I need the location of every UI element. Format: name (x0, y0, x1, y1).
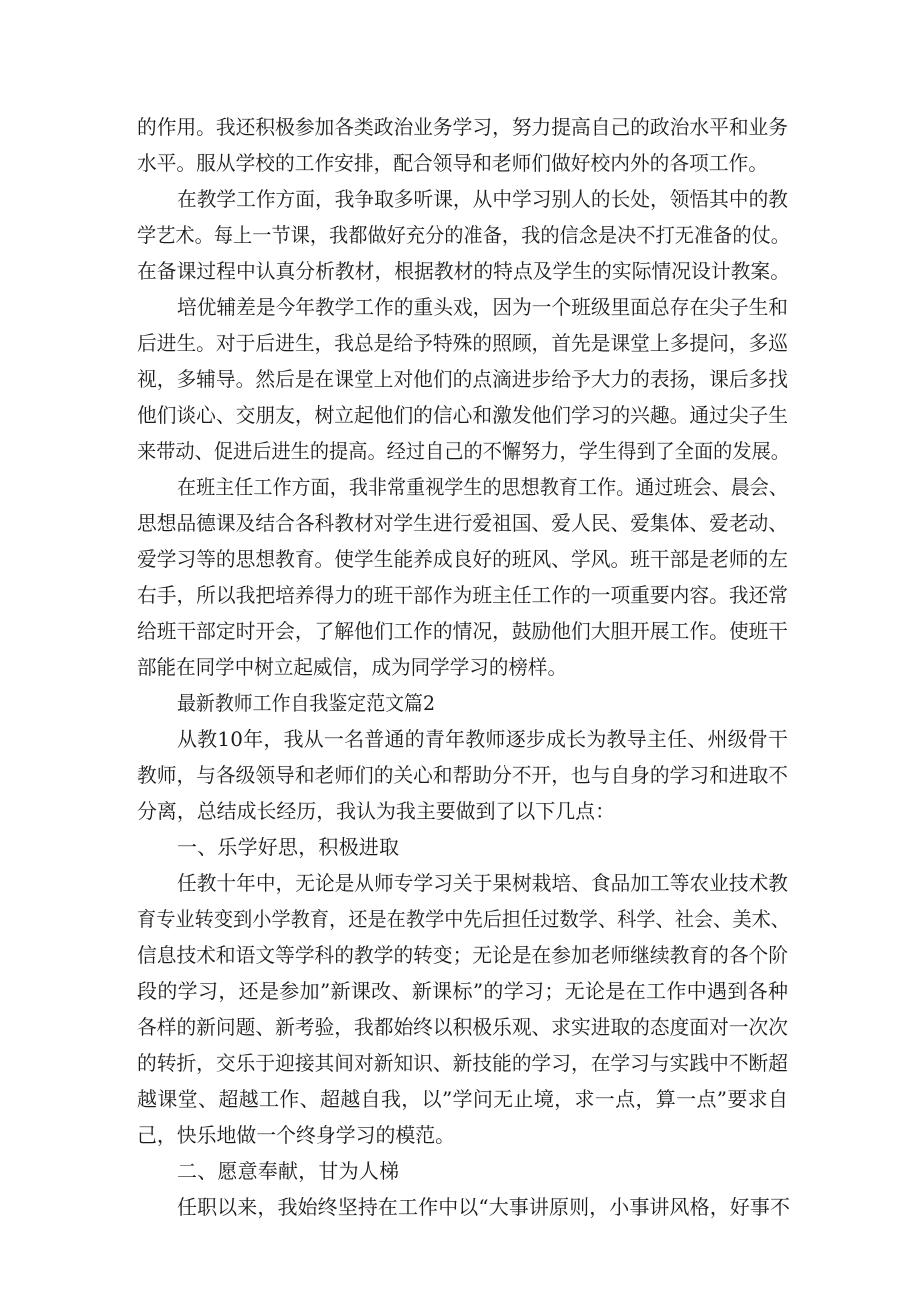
text-line (0, 107, 920, 147)
line-text: 在教学工作方面，我争取多听课，从中学习别人的长处，领悟其中的教 (177, 187, 788, 211)
line-text: 从教10年，我从一名普通的青年教师逐步成长为教导主任、州级骨干 (177, 727, 789, 751)
text-line (0, 323, 920, 363)
text-line (0, 395, 920, 435)
line-text: 育专业转变到小学教育，还是在教学中先后担任过数学、科学、社会、美术、 (137, 907, 790, 931)
line-text: 二、愿意奉献，甘为人梯 (177, 1159, 400, 1183)
line-text: 部能在同学中树立起威信，成为同学学习的榜样。 (137, 655, 567, 679)
text-line (0, 755, 920, 795)
line-text: 右手，所以我把培养得力的班干部作为班主任工作的一项重要内容。我还常 (137, 583, 788, 607)
paragraph-first-line (0, 467, 920, 507)
paragraph-first-line (0, 1187, 920, 1227)
text-line (0, 1043, 920, 1083)
line-text: 来带动、促进后进生的提高。经过自己的不懈努力，学生得到了全面的发展。 (137, 439, 790, 463)
line-text: 分离，总结成长经历，我认为我主要做到了以下几点： (137, 799, 615, 823)
text-line (0, 359, 920, 399)
sub-heading (0, 827, 920, 867)
line-text: 信息技术和语文等学科的教学的转变；无论是在参加老师继续教育的各个阶 (137, 943, 788, 967)
line-text: 思想品德课及结合各科教材对学生进行爱祖国、爱人民、爱集体、爱老动、 (137, 511, 788, 535)
line-text: 的作用。我还积极参加各类政治业务学习，努力提高自己的政治水平和业务 (137, 115, 788, 139)
line-text: 教师，与各级领导和老师们的关心和帮助分不开，也与自身的学习和进取不 (137, 763, 788, 787)
text-line (0, 539, 920, 579)
line-text: 后进生。对于后进生，我总是给予特殊的照顾，首先是课堂上多提问，多巡 (137, 331, 788, 355)
sub-heading (0, 1151, 920, 1191)
line-text: 爱学习等的思想教育。使学生能养成良好的班风、学风。班干部是老师的左 (137, 547, 788, 571)
line-text: 水平。服从学校的工作安排，配合领导和老师们做好校内外的各项工作。 (137, 151, 768, 175)
paragraph-first-line (0, 179, 920, 219)
line-text: 各样的新问题、新考验，我都始终以积极乐观、求实进取的态度面对一次次 (137, 1015, 788, 1039)
line-text: 段的学习，还是参加”新课改、新课标”的学习；无论是在工作中遇到各种 (137, 979, 789, 1003)
text-line (0, 647, 920, 687)
line-text: 在备课过程中认真分析教材，根据教材的特点及学生的实际情况设计教案。 (137, 259, 790, 283)
text-line (0, 611, 920, 651)
line-text: 的转折，交乐于迎接其间对新知识、新技能的学习，在学习与实践中不断超 (137, 1051, 788, 1075)
text-line (0, 431, 920, 471)
text-line (0, 1007, 920, 1047)
line-text: 任教十年中，无论是从师专学习关于果树栽培、食品加工等农业技术教 (177, 871, 788, 895)
text-line (0, 1115, 920, 1155)
line-text: 视，多辅导。然后是在课堂上对他们的点滴进步给予大力的表扬，课后多找 (137, 367, 788, 391)
paragraph-first-line (0, 719, 920, 759)
text-line (0, 935, 920, 975)
text-line (0, 143, 920, 183)
text-line (0, 251, 920, 291)
text-line (0, 971, 920, 1011)
section-heading (0, 683, 920, 723)
paragraph-first-line (0, 863, 920, 903)
line-text: 培优辅差是今年教学工作的重头戏，因为一个班级里面总存在尖子生和 (177, 295, 788, 319)
line-text: 他们谈心、交朋友，树立起他们的信心和激发他们学习的兴趣。通过尖子生 (137, 403, 788, 427)
text-line (0, 215, 920, 255)
line-text: 最新教师工作自我鉴定范文篇2 (177, 691, 435, 715)
text-line (0, 899, 920, 939)
text-line (0, 1079, 920, 1119)
line-text: 学艺术。每上一节课，我都做好充分的准备，我的信念是决不打无准备的仗。 (137, 223, 790, 247)
text-line (0, 575, 920, 615)
line-text: 给班干部定时开会，了解他们工作的情况，鼓励他们大胆开展工作。使班干 (137, 619, 788, 643)
line-text: 越课堂、超越工作、超越自我，以”学问无止境，求一点，算一点”要求自 (137, 1087, 789, 1111)
text-line (0, 791, 920, 831)
line-text: 一、乐学好思，积极进取 (177, 835, 400, 859)
line-text: 己，快乐地做一个终身学习的模范。 (137, 1123, 455, 1147)
line-text: 在班主任工作方面，我非常重视学生的思想教育工作。通过班会、晨会、 (177, 475, 788, 499)
line-text: 任职以来，我始终坚持在工作中以“大事讲原则，小事讲风格，好事不 (177, 1195, 791, 1219)
text-line (0, 503, 920, 543)
paragraph-first-line (0, 287, 920, 327)
